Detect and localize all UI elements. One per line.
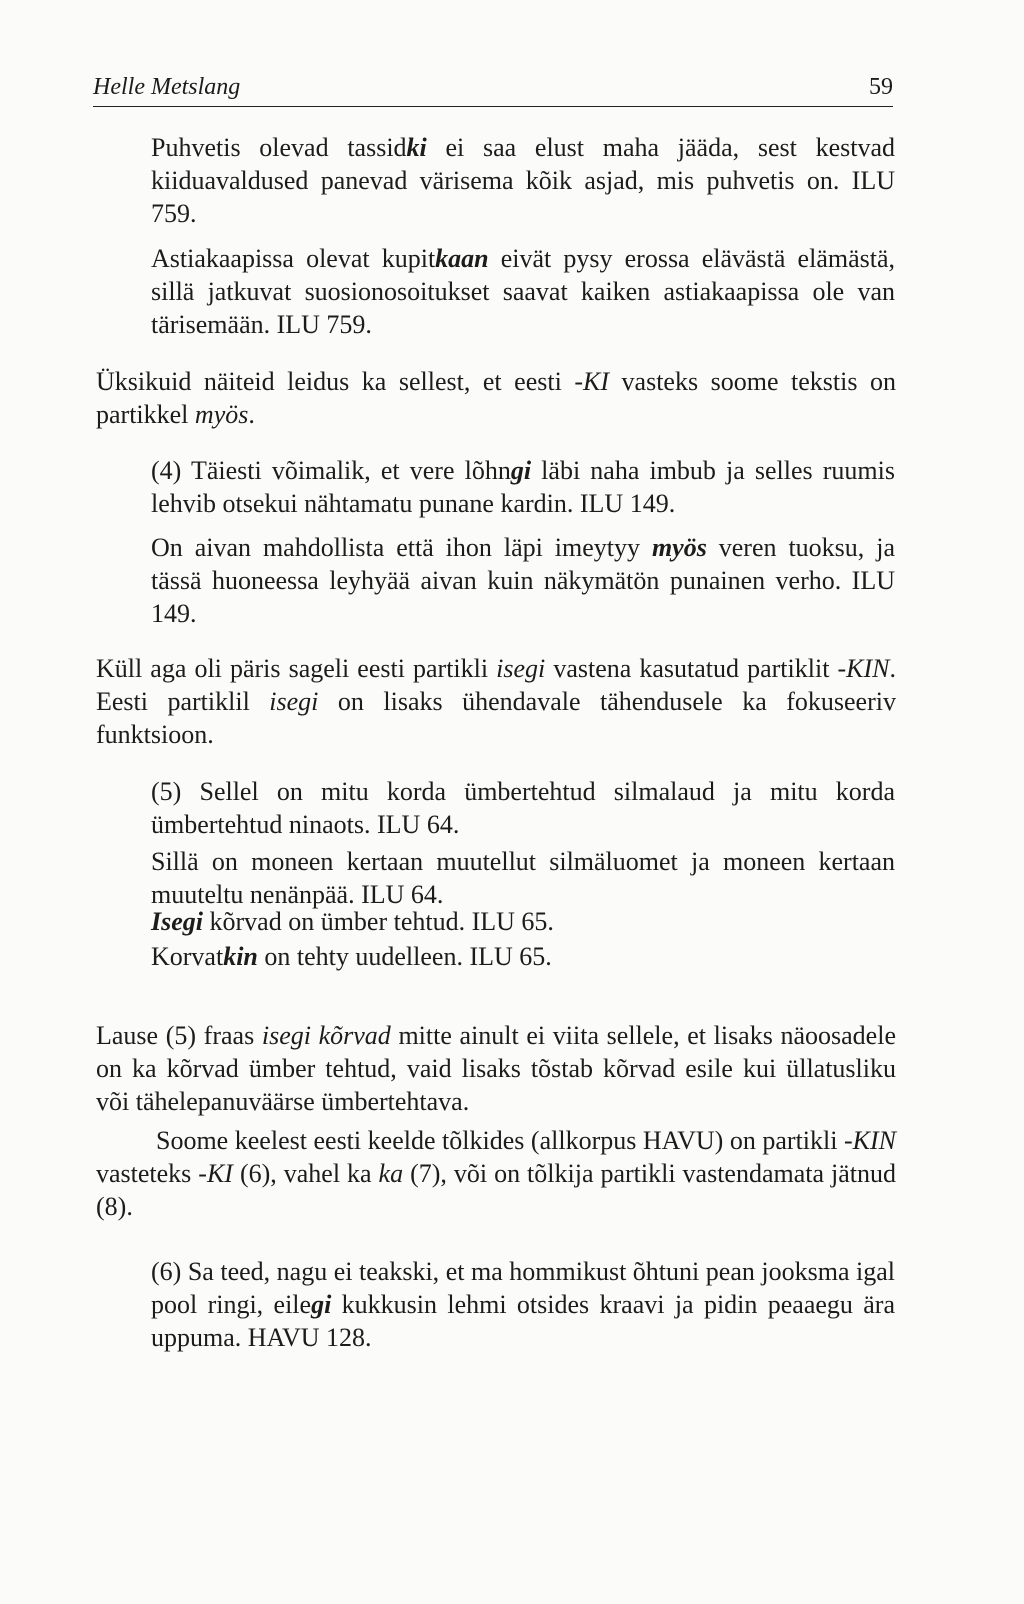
text-run: ei saa elust maha jääda, sest kestvad kiiduavaldused panevad värisema kõik asjad, mis puhvetis on. ILU 759.	[151, 133, 895, 228]
example-sentence	[151, 940, 895, 973]
body-paragraph	[96, 1019, 896, 1118]
emphasized-particle: ki	[406, 133, 427, 162]
example-sentence	[151, 242, 895, 341]
running-header-author: Helle Metslang	[93, 74, 241, 100]
text-run: Korvat	[151, 942, 224, 971]
emphasized-particle: Isegi	[151, 907, 203, 936]
example-sentence	[151, 531, 895, 630]
emphasized-particle: gi	[311, 1290, 332, 1319]
text-run: eivät pysy erossa elävästä elämästä, sillä jatkuvat suosionosoitukset saavat kaiken astiakaapissa ole van tärisemään. ILU 759.	[151, 244, 896, 339]
page-number: 59	[869, 74, 893, 100]
text-run: läbi naha imbub ja selles ruumis lehvib otsekui nähtamatu punane kardin. ILU 149.	[151, 456, 896, 518]
italic-term: isegi	[496, 654, 546, 683]
example-sentence	[151, 454, 895, 520]
text-run: (6) Sa teed, nagu ei teakski, et ma hommikust õhtuni pean jooksma igal pool ringi, eile	[151, 1257, 895, 1319]
example-sentence	[151, 775, 895, 841]
text-run: Astiakaapissa olevat kupit	[151, 244, 436, 273]
italic-term: -KI	[574, 367, 610, 396]
body-paragraph	[96, 652, 896, 751]
italic-term: ka	[378, 1159, 404, 1188]
example-sentence	[151, 845, 895, 911]
text-run: Soome keelest eesti keelde tõlkides (allkorpus HAVU) on partikli	[156, 1126, 844, 1155]
text-run: vasteteks	[96, 1159, 199, 1188]
italic-term: -KI	[198, 1159, 233, 1188]
text-run: on lisaks ühendavale tähendusele ka fokuseeriv funktsioon.	[96, 687, 896, 749]
text-run: kukkusin lehmi otsides kraavi ja pidin peaaegu ära uppuma. HAVU 128.	[151, 1290, 895, 1352]
emphasized-particle: myös	[651, 533, 707, 562]
italic-term: -KIN	[837, 654, 890, 683]
text-run: Lause (5) fraas	[96, 1021, 262, 1050]
text-run: vastena kasutatud partiklit	[545, 654, 838, 683]
text-run: vasteks soome tekstis on partikkel	[96, 367, 896, 429]
text-run: Küll aga oli päris sageli eesti partikli	[96, 654, 497, 683]
body-paragraph	[96, 1124, 896, 1223]
example-sentence	[151, 131, 895, 230]
emphasized-particle: gi	[510, 456, 532, 485]
text-run: kõrvad on ümber tehtud. ILU 65.	[203, 907, 554, 936]
text-run: . Eesti partiklil	[96, 654, 896, 716]
example-sentence	[151, 1255, 895, 1354]
text-run: (6), vahel ka	[232, 1159, 379, 1188]
italic-term: -KIN	[844, 1126, 896, 1155]
text-run: .	[248, 400, 255, 429]
body-paragraph	[96, 365, 896, 431]
text-run: Üksikuid näiteid leidus ka sellest, et eesti	[96, 367, 575, 396]
text-run: on tehty uudelleen. ILU 65.	[257, 942, 552, 971]
italic-term: isegi	[269, 687, 319, 716]
italic-term: isegi kõrvad	[261, 1021, 391, 1050]
example-sentence	[151, 905, 895, 938]
running-header	[93, 66, 893, 107]
text-run: veren tuoksu, ja tässä huoneessa leyhyää aivan kuin näkymätön punainen verho. ILU 149.	[151, 533, 895, 628]
italic-term: myös	[194, 400, 249, 429]
text-run: Puhvetis olevad tassid	[151, 133, 407, 162]
text-run: (7), või on tõlkija partikli vastendamata jätnud (8).	[96, 1159, 896, 1221]
text-run: mitte ainult ei viita sellele, et lisaks näoosadele on ka kõrvad ümber tehtud, vaid lisaks tõstab kõrvad esile kui üllatusliku või tähelepanuväärse ümbertehtava.	[96, 1021, 896, 1116]
text-run: Sillä on moneen kertaan muutellut silmäluomet ja moneen kertaan muuteltu nenänpää. ILU 64.	[151, 847, 895, 909]
emphasized-particle: kin	[223, 942, 258, 971]
text-run: (4) Täiesti võimalik, et vere lõhn	[151, 456, 511, 485]
emphasized-particle: kaan	[435, 244, 489, 273]
text-run: On aivan mahdollista että ihon läpi imeytyy	[151, 533, 652, 562]
text-run: (5) Sellel on mitu korda ümbertehtud silmalaud ja mitu korda ümbertehtud ninaots. ILU 64.	[151, 777, 895, 839]
